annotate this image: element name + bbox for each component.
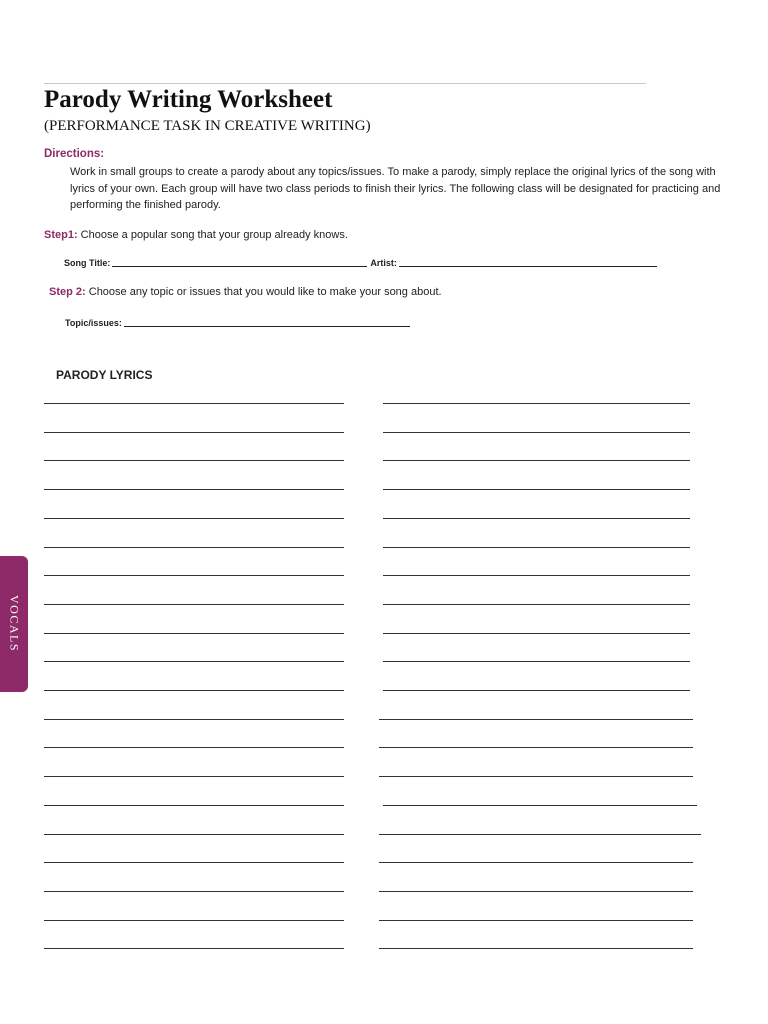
lyric-line-left[interactable] <box>44 575 344 576</box>
topic-blank[interactable] <box>124 317 410 327</box>
lyric-line-left[interactable] <box>44 920 344 921</box>
song-title-label: Song Title: <box>64 258 111 268</box>
lyric-line-right[interactable] <box>379 948 693 949</box>
song-artist-row <box>64 257 660 268</box>
topic-row <box>65 317 413 328</box>
song-title-blank[interactable] <box>112 257 367 267</box>
directions-label: Directions: <box>44 148 105 160</box>
vocals-side-tab <box>0 556 28 692</box>
lyric-line-right[interactable] <box>379 747 693 748</box>
lyric-line-right[interactable] <box>383 489 690 490</box>
lyric-line-right[interactable] <box>383 547 690 548</box>
lyric-line-left[interactable] <box>44 719 344 720</box>
topic-label: Topic/issues: <box>65 318 122 328</box>
lyric-line-right[interactable] <box>383 575 690 576</box>
lyric-line-left[interactable] <box>44 776 344 777</box>
step1-label: Step1: <box>44 229 78 241</box>
lyric-line-left[interactable] <box>44 948 344 949</box>
lyric-line-right[interactable] <box>383 460 690 461</box>
lyric-line-left[interactable] <box>44 805 344 806</box>
lyric-line-right[interactable] <box>383 633 690 634</box>
lyric-line-left[interactable] <box>44 518 344 519</box>
lyric-line-right[interactable] <box>379 834 701 835</box>
page-title: Parody Writing Worksheet <box>44 86 333 113</box>
lyric-line-right[interactable] <box>383 604 690 605</box>
lyric-line-left[interactable] <box>44 432 344 433</box>
lyric-line-right[interactable] <box>383 432 690 433</box>
artist-blank[interactable] <box>399 257 657 267</box>
lyric-line-right[interactable] <box>383 690 690 691</box>
step2-instruction <box>49 286 442 298</box>
vocals-tab-label: VOCALS <box>7 595 22 653</box>
lyric-line-left[interactable] <box>44 633 344 634</box>
lyric-line-left[interactable] <box>44 661 344 662</box>
lyric-line-left[interactable] <box>44 834 344 835</box>
lyric-line-left[interactable] <box>44 604 344 605</box>
directions-text: Work in small groups to create a parody about any topics/issues. To make a parody, simply replace the original lyrics of the song with lyrics of your own. Each group will have two class periods to finish their lyrics. The following class will be designated for practicing and performing the finished parody. <box>70 166 721 211</box>
lyric-line-right[interactable] <box>379 776 693 777</box>
step1-text: Choose a popular song that your group already knows. <box>77 229 348 241</box>
lyric-line-left[interactable] <box>44 547 344 548</box>
lyric-line-left[interactable] <box>44 747 344 748</box>
lyric-line-left[interactable] <box>44 460 344 461</box>
step2-text: Choose any topic or issues that you would like to make your song about. <box>85 286 442 298</box>
artist-label: Artist: <box>370 258 397 268</box>
lyric-line-left[interactable] <box>44 690 344 691</box>
lyric-line-left[interactable] <box>44 403 344 404</box>
lyric-line-right[interactable] <box>379 891 693 892</box>
lyric-line-right[interactable] <box>379 920 693 921</box>
lyrics-heading: PARODY LYRICS <box>56 368 153 382</box>
lyric-line-left[interactable] <box>44 862 344 863</box>
header-rule <box>44 83 646 84</box>
lyric-line-right[interactable] <box>383 518 690 519</box>
lyric-line-left[interactable] <box>44 891 344 892</box>
lyric-line-right[interactable] <box>379 719 693 720</box>
lyric-line-right[interactable] <box>383 403 690 404</box>
step1-instruction <box>44 229 348 241</box>
lyric-line-right[interactable] <box>379 862 693 863</box>
lyric-line-right[interactable] <box>383 805 697 806</box>
lyric-line-left[interactable] <box>44 489 344 490</box>
page-subtitle: (PERFORMANCE TASK IN CREATIVE WRITING) <box>44 118 371 134</box>
lyric-line-right[interactable] <box>383 661 690 662</box>
step2-label: Step 2: <box>49 286 86 298</box>
